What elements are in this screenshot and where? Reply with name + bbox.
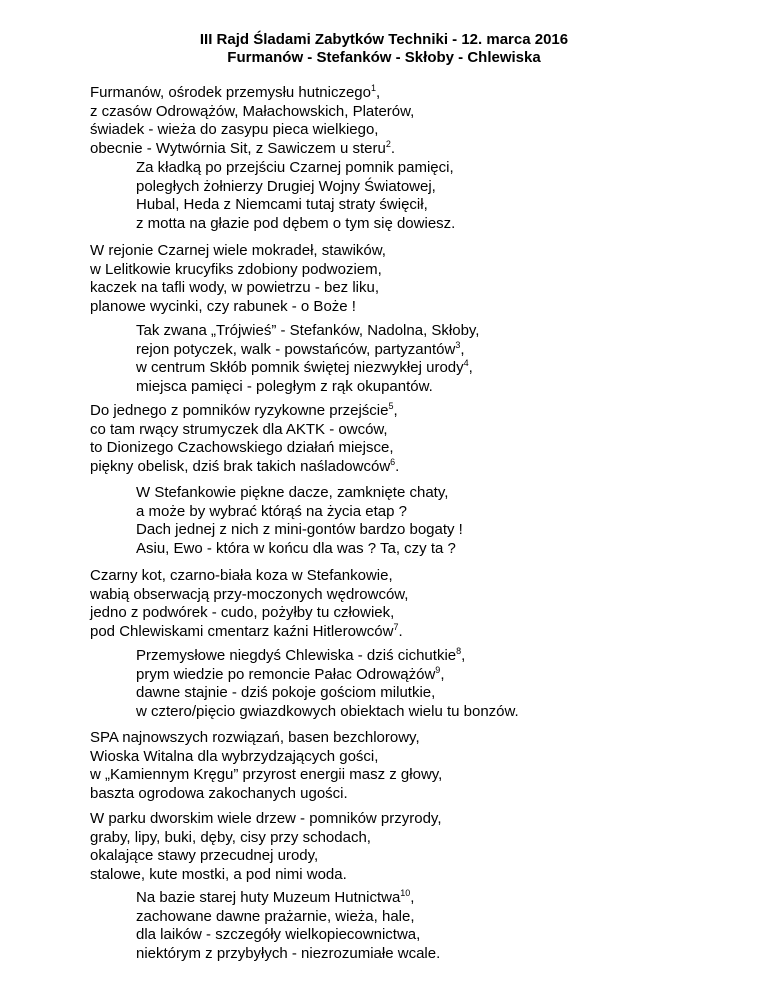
verse-punctuation: , — [440, 665, 445, 683]
verse-text: W parku dworskim wiele drzew - pomników przyrody, — [90, 810, 442, 827]
verse-line — [136, 341, 479, 360]
verse-punctuation: . — [398, 622, 403, 640]
verse-line — [90, 785, 442, 804]
verse-text: graby, lipy, buki, dęby, cisy przy schodach, — [90, 828, 371, 846]
verse-line — [90, 847, 441, 866]
stanza — [136, 322, 479, 396]
verse-line — [90, 121, 414, 140]
verse-text: Hubal, Heda z Niemcami tutaj straty święcił, — [136, 196, 428, 213]
verse-text: poległych żołnierzy Drugiej Wojny Światowej, — [136, 177, 436, 195]
verse-text: w „Kamiennym Kręgu” przyrost energii masz z głowy, — [90, 766, 443, 783]
stanza — [136, 484, 463, 558]
verse-line — [90, 623, 408, 642]
verse-line — [90, 810, 441, 829]
verse-line — [90, 748, 442, 767]
verse-text: z czasów Odrowążów, Małachowskich, Platerów, — [90, 102, 415, 120]
verse-text: rejon potyczek, walk - powstańców, partyzantów — [136, 340, 456, 358]
verse-text: SPA najnowszych rozwiązań, basen bezchlorowy, — [90, 729, 420, 746]
verse-line — [90, 567, 408, 586]
verse-line — [136, 908, 440, 927]
verse-line — [136, 484, 463, 503]
verse-text: Furmanów, ośrodek przemysłu hutniczego — [90, 84, 371, 101]
verse-line — [90, 421, 399, 440]
footnote-marker: 5 — [388, 401, 394, 411]
verse-text: W rejonie Czarnej wiele mokradeł, stawików, — [90, 242, 386, 259]
verse-line — [136, 378, 479, 397]
verse-text: zachowane dawne prażarnie, wieża, hale, — [136, 907, 415, 925]
footnote-marker: 3 — [455, 339, 461, 350]
verse-text: Na bazie starej huty Muzeum Hutnictwa — [136, 889, 401, 906]
verse-line — [136, 684, 519, 703]
verse-text: prym wiedzie po remoncie Pałac Odrowążów — [136, 665, 436, 683]
verse-text: okalające stawy przecudnej urody, — [90, 847, 319, 864]
verse-text: miejsca pamięci - poległym z rąk okupantów. — [136, 377, 433, 395]
stanza — [90, 402, 399, 476]
verse-line — [136, 322, 479, 341]
verse-line — [90, 279, 386, 298]
verse-line — [90, 829, 441, 848]
stanza — [90, 729, 442, 803]
stanza — [90, 567, 408, 641]
verse-text: Dach jednej z nich z mini-gontów bardzo bogaty ! — [136, 521, 463, 538]
verse-text: baszta ogrodowa zakochanych ugości. — [90, 784, 348, 802]
verse-line — [136, 889, 440, 908]
verse-text: W Stefankowie piękne dacze, zamknięte chaty, — [136, 484, 449, 501]
verse-text: co tam rwący strumyczek dla AKTK - owców, — [90, 420, 388, 438]
verse-line — [136, 521, 463, 540]
verse-text: stalowe, kute mostki, a pod nimi woda. — [90, 865, 347, 883]
footnote-marker: 7 — [393, 621, 399, 632]
verse-text: dla laików - szczegóły wielkopiecownictwa, — [136, 926, 421, 943]
verse-punctuation: . — [390, 139, 395, 157]
verse-line — [136, 503, 463, 522]
verse-line — [90, 458, 399, 477]
verse-line — [90, 298, 386, 317]
stanza — [90, 810, 441, 884]
verse-line — [90, 402, 399, 421]
title-line-1: III Rajd Śladami Zabytków Techniki - 12. marca 2016 — [199, 31, 569, 48]
stanza — [136, 889, 440, 963]
footnote-marker: 4 — [463, 358, 469, 368]
verse-punctuation: . — [395, 457, 400, 475]
verse-text: piękny obelisk, dziś brak takich naśladowców — [90, 457, 391, 475]
verse-text: Wioska Witalna dla wybrzydzających gości, — [90, 747, 379, 765]
title-line-2: Furmanów - Stefanków - Skłoby - Chlewiska — [227, 49, 541, 66]
verse-line — [90, 242, 386, 261]
verse-line — [90, 604, 408, 623]
verse-line — [136, 703, 519, 722]
verse-line — [136, 666, 519, 685]
verse-line — [136, 945, 440, 964]
verse-line — [136, 215, 455, 234]
verse-line — [136, 926, 440, 945]
verse-punctuation: , — [461, 647, 466, 664]
verse-text: jedno z podwórek - cudo, pożyłby tu człowiek, — [90, 604, 395, 621]
verse-punctuation: , — [468, 359, 473, 376]
footnote-marker: 10 — [400, 888, 411, 898]
document-header — [0, 31, 768, 67]
stanza — [90, 242, 386, 316]
verse-text: kaczek na tafli wody, w powietrzu - bez liku, — [90, 279, 380, 296]
footnote-marker: 8 — [456, 646, 462, 656]
verse-line — [90, 729, 442, 748]
verse-text: z motta na głazie pod dębem o tym się dowiesz. — [136, 214, 456, 232]
verse-line — [136, 196, 455, 215]
verse-text: wabią obserwacją przy-moczonych wędrowców, — [90, 585, 409, 603]
stanza — [136, 647, 519, 721]
verse-punctuation: , — [460, 340, 465, 358]
verse-text: planowe wycinki, czy rabunek - o Boże ! — [90, 297, 356, 315]
verse-text: niektórym z przybyłych - niezrozumiałe wcale. — [136, 944, 441, 962]
verse-line — [136, 540, 463, 559]
verse-punctuation: , — [393, 402, 398, 419]
verse-text: obecnie - Wytwórnia Sit, z Sawiczem u steru — [90, 139, 386, 157]
footnote-marker: 2 — [385, 138, 391, 149]
verse-line — [136, 647, 519, 666]
verse-text: w centrum Skłób pomnik świętej niezwykłej urody — [136, 359, 464, 376]
verse-line — [136, 359, 479, 378]
verse-line — [90, 586, 408, 605]
footnote-marker: 1 — [370, 83, 376, 93]
footnote-marker: 6 — [390, 456, 396, 467]
verse-text: Przemysłowe niegdyś Chlewiska - dziś cichutkie — [136, 647, 457, 664]
verse-text: a może by wybrać którąś na życia etap ? — [136, 502, 407, 520]
verse-line — [90, 84, 414, 103]
verse-text: to Dionizego Czachowskiego działań miejsce, — [90, 439, 394, 456]
verse-line — [90, 439, 399, 458]
verse-line — [90, 103, 414, 122]
stanza — [90, 84, 414, 158]
verse-text: Tak zwana „Trójwieś” - Stefanków, Nadolna, Skłoby, — [136, 322, 480, 339]
verse-text: pod Chlewiskami cmentarz kaźni Hitlerowców — [90, 622, 394, 640]
verse-text: dawne stajnie - dziś pokoje gościom milutkie, — [136, 684, 436, 701]
verse-text: w cztero/pięcio gwiazdkowych obiektach wielu tu bonzów. — [136, 702, 519, 720]
verse-punctuation: , — [410, 889, 415, 906]
verse-text: świadek - wieża do zasypu pieca wielkiego, — [90, 121, 379, 138]
verse-punctuation: , — [375, 84, 381, 101]
verse-text: w Lelitkowie krucyfiks zdobiony podwoziem, — [90, 260, 382, 278]
verse-line — [136, 178, 455, 197]
footnote-marker: 9 — [435, 664, 441, 675]
stanza — [136, 159, 455, 233]
verse-text: Czarny kot, czarno-biała koza w Stefankowie, — [90, 567, 393, 584]
verse-line — [136, 159, 455, 178]
verse-text: Do jednego z pomników ryzykowne przejście — [90, 402, 389, 419]
verse-line — [90, 140, 414, 159]
verse-text: Za kładką po przejściu Czarnej pomnik pamięci, — [136, 159, 454, 176]
verse-text: Asiu, Ewo - która w końcu dla was ? Ta, czy ta ? — [136, 539, 456, 557]
verse-line — [90, 766, 442, 785]
verse-line — [90, 261, 386, 280]
verse-line — [90, 866, 441, 885]
